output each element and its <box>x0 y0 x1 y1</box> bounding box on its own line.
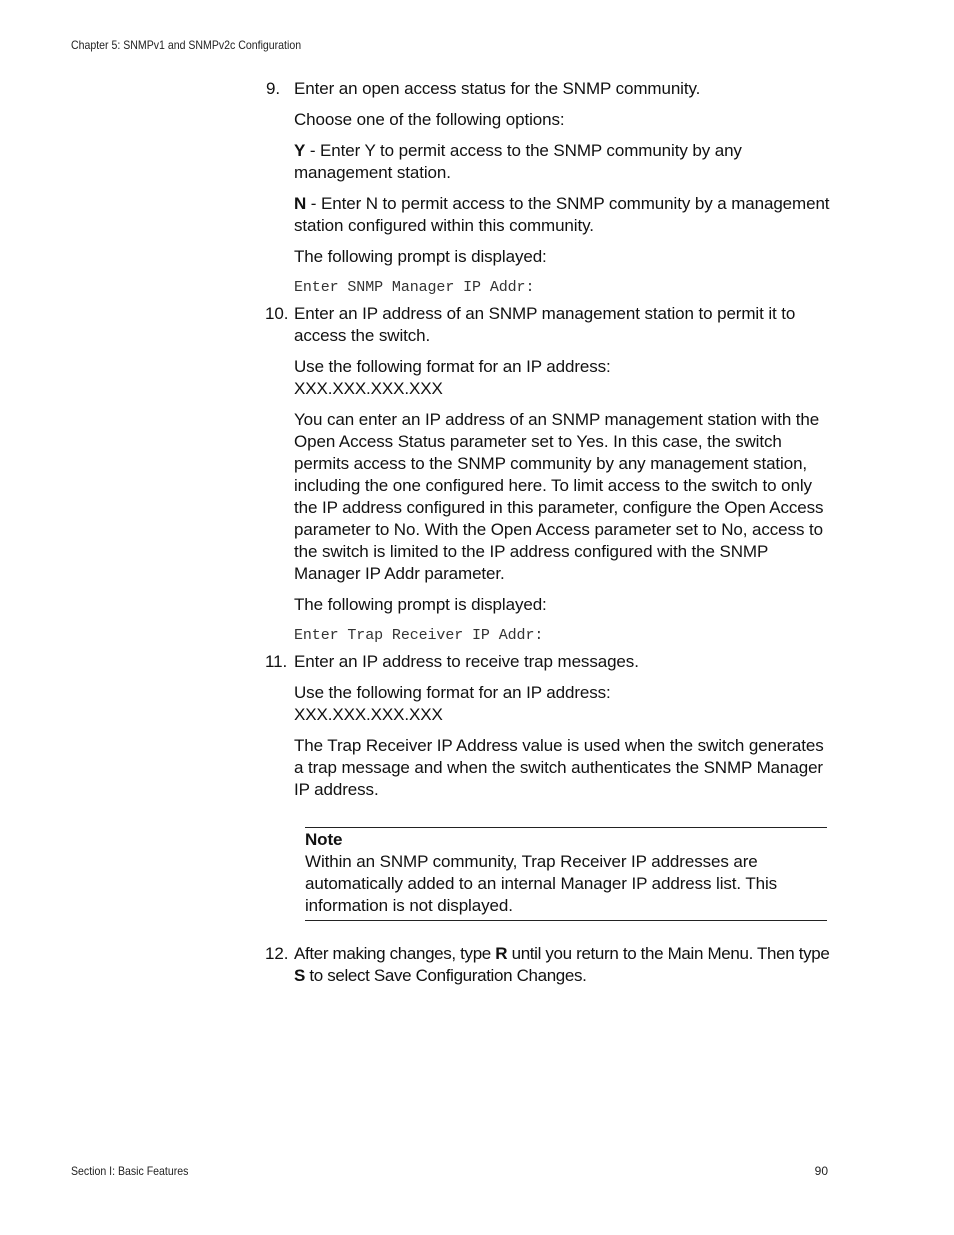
step-number: 12. <box>265 944 289 963</box>
prompt-code: Enter Trap Receiver IP Addr: <box>294 627 544 644</box>
key-r: R <box>495 944 508 963</box>
option-key: N <box>294 194 307 213</box>
step-text-part: until you return to the Main Menu. Then type <box>507 944 830 963</box>
prompt-intro: The following prompt is displayed: <box>294 595 547 614</box>
format-value: XXX.XXX.XXX.XXX <box>294 705 443 724</box>
step-10 <box>265 303 834 647</box>
running-footer: Section I: Basic Features <box>71 1164 189 1178</box>
step-number: 10. <box>265 304 289 323</box>
running-header: Chapter 5: SNMPv1 and SNMPv2c Configuration <box>71 38 302 52</box>
step-text-part: to select Save Configuration Changes. <box>305 966 587 985</box>
choose-text: Choose one of the following options: <box>294 110 565 129</box>
option-text: - Enter N to permit access to the SNMP community by a management station configured within this community. <box>294 194 830 235</box>
option-text: - Enter Y to permit access to the SNMP community by any management station. <box>294 141 742 182</box>
step-text: Enter an IP address to receive trap messages. <box>294 652 639 671</box>
step-text: Enter an IP address of an SNMP management station to permit it to access the switch. <box>294 304 796 345</box>
prompt-code: Enter SNMP Manager IP Addr: <box>294 279 535 296</box>
explain-text: The Trap Receiver IP Address value is used when the switch generates a trap message and when the switch authenticates the SNMP Manager IP address. <box>294 736 824 799</box>
page-content <box>265 78 834 996</box>
step-number: 11. <box>265 652 288 671</box>
option-y <box>294 140 834 184</box>
step-9 <box>266 78 834 299</box>
note-box <box>305 827 827 921</box>
prompt-intro: The following prompt is displayed: <box>294 247 547 266</box>
format-intro: Use the following format for an IP address: <box>294 683 611 702</box>
step-number: 9. <box>266 79 280 98</box>
key-s: S <box>294 966 305 985</box>
note-title: Note <box>305 830 343 849</box>
option-n <box>294 193 834 237</box>
format-block <box>294 682 834 726</box>
format-value: XXX.XXX.XXX.XXX <box>294 379 443 398</box>
step-11 <box>265 651 834 801</box>
explain-text: You can enter an IP address of an SNMP management station with the Open Access Status parameter set to Yes. In this case, the switch permits access to the SNMP community by any management station, including the one configured here. To limit access to the switch to only the IP address configured in this parameter, configure the Open Access parameter to No. With the Open Access parameter set to No, access to the switch is limited to the IP address configured with the SNMP Manager IP Addr parameter. <box>294 410 824 583</box>
step-text: Enter an open access status for the SNMP community. <box>294 79 701 98</box>
step-text-part: After making changes, type <box>294 944 496 963</box>
page-number: 90 <box>814 1164 828 1178</box>
format-intro: Use the following format for an IP address: <box>294 357 611 376</box>
note-body: Within an SNMP community, Trap Receiver IP addresses are automatically added to an internal Manager IP address list. This information is not displayed. <box>305 852 778 915</box>
step-text <box>294 943 834 987</box>
step-12 <box>265 943 834 987</box>
option-key: Y <box>294 141 306 160</box>
format-block <box>294 356 834 400</box>
